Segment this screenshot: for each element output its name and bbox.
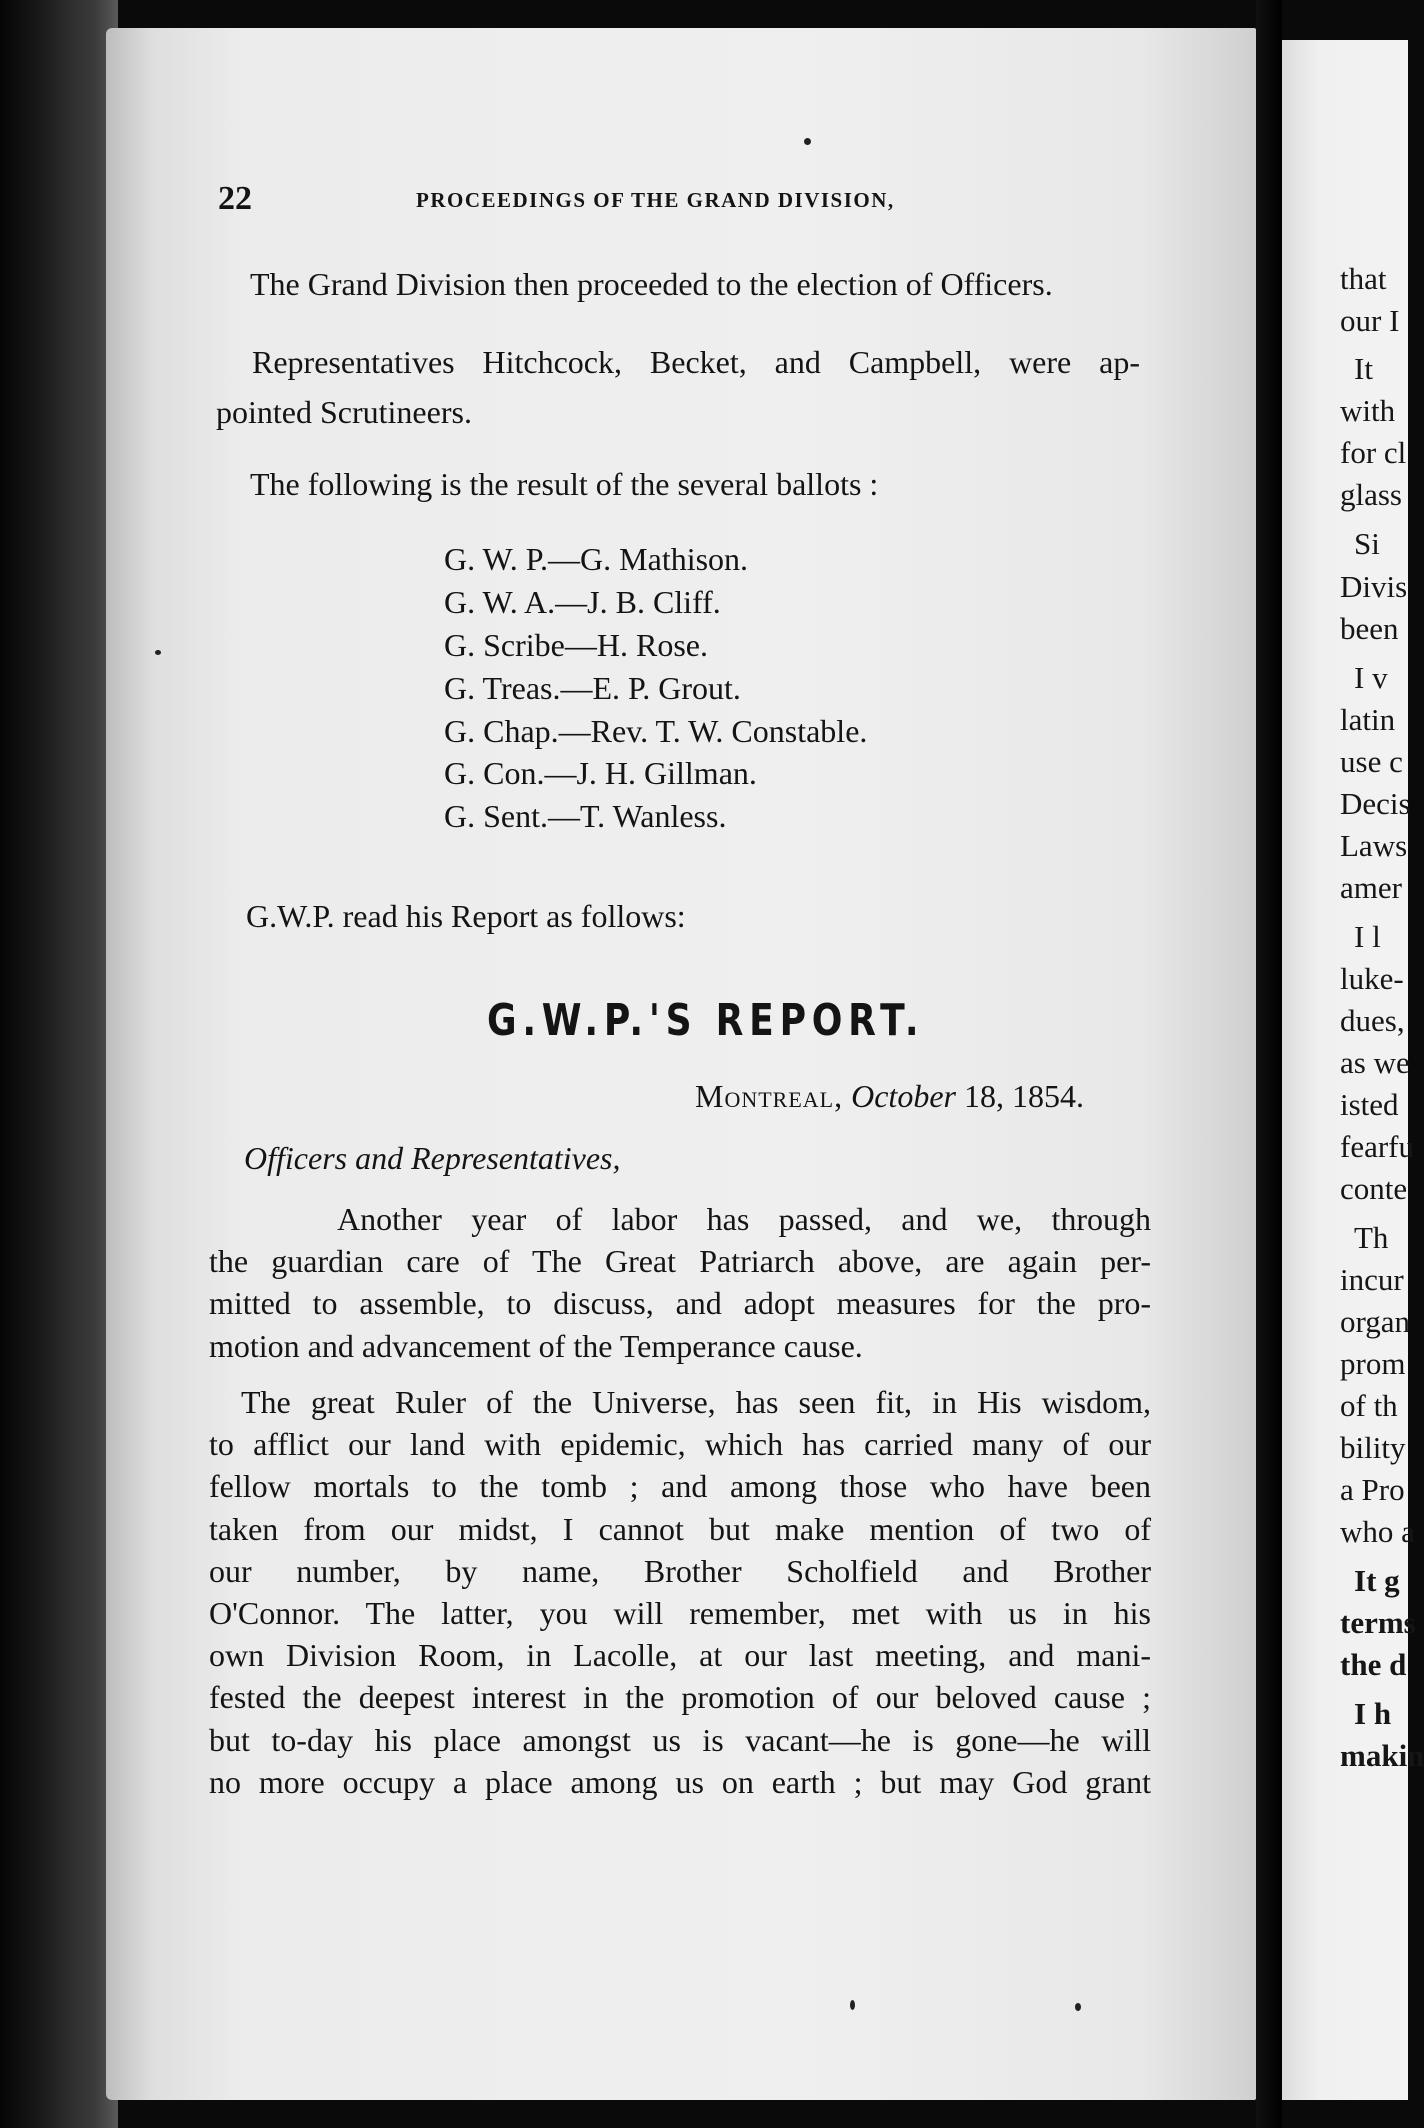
facing-fragment: that (1340, 261, 1387, 296)
dateline-place: Montreal, (695, 1078, 844, 1114)
officer-entry: G. Scribe—H. Rose. (444, 627, 708, 663)
ballot-intro: The following is the result of the several ballots : (250, 466, 879, 502)
scrutineers-sentence: Representatives Hitchcock, Becket, and Campbell, were ap- (252, 344, 1140, 380)
facing-fragment: fearfu (1340, 1129, 1414, 1164)
facing-fragment: dues, (1340, 1003, 1405, 1038)
facing-fragment: for cl (1340, 435, 1407, 470)
report-paragraph-2 (209, 1381, 1151, 1803)
facing-fragment: Th (1354, 1220, 1389, 1255)
facing-fragment: conte (1340, 1171, 1408, 1206)
report-paragraph-1 (209, 1198, 1151, 1367)
running-title: PROCEEDINGS OF THE GRAND DIVISION, (416, 188, 895, 212)
dateline-month: October (851, 1078, 956, 1114)
page-number: 22 (218, 180, 252, 217)
officer-entry: G. Sent.—T. Wanless. (444, 798, 727, 834)
facing-fragment: amer (1340, 870, 1402, 905)
paragraph-line: motion and advancement of the Temperance cause. (209, 1327, 863, 1364)
paragraph-line: to afflict our land with epidemic, which has carried many of our (209, 1426, 1151, 1463)
paragraph-line: the guardian care of The Great Patriarch above, are again per- (209, 1243, 1151, 1280)
ink-speck (1075, 2003, 1081, 2011)
facing-page (1282, 40, 1424, 2100)
paragraph-line: own Division Room, in Lacolle, at our last meeting, and mani- (209, 1637, 1151, 1674)
dateline (695, 1078, 1084, 1115)
paragraph-line: fellow mortals to the tomb ; and among those who have been (209, 1468, 1151, 1505)
facing-fragment: I v (1354, 660, 1388, 695)
book-gutter (0, 0, 118, 2128)
facing-fragment: Si (1354, 526, 1380, 561)
facing-fragment: I h (1354, 1696, 1392, 1731)
dateline-day-year: 18, 1854. (955, 1078, 1084, 1114)
paragraph-line: fested the deepest interest in the promotion of our beloved cause ; (209, 1679, 1151, 1716)
paragraph-line: but to-day his place amongst us is vacant—he is gone—he will (209, 1721, 1151, 1758)
facing-fragment: luke- (1340, 961, 1404, 996)
facing-fragment: been (1340, 611, 1399, 646)
facing-fragment: use c (1340, 744, 1403, 779)
facing-fragment: It (1354, 351, 1373, 386)
facing-fragment: bility (1340, 1430, 1406, 1465)
facing-fragment: incur (1340, 1262, 1404, 1297)
facing-fragment: isted (1340, 1087, 1399, 1122)
facing-fragment: glass (1340, 477, 1402, 512)
facing-fragment: organ (1340, 1304, 1411, 1339)
officer-entry: G. W. A.—J. B. Cliff. (444, 584, 721, 620)
officer-entry: G. W. P.—G. Mathison. (444, 541, 749, 577)
facing-fragment: of th (1340, 1388, 1398, 1423)
facing-fragment: terms (1340, 1605, 1416, 1640)
facing-fragment: It g (1354, 1563, 1400, 1598)
facing-fragment: as we (1340, 1045, 1410, 1080)
paragraph-line: mitted to assemble, to discuss, and adopt measures for the pro- (209, 1285, 1151, 1322)
page-header (218, 180, 1118, 220)
facing-fragment: Divis (1340, 569, 1408, 604)
facing-fragment: prom (1340, 1346, 1406, 1381)
paragraph-line: O'Connor. The latter, you will remember, met with us in his (209, 1595, 1151, 1632)
paragraph-line: our number, by name, Brother Scholfield and Brother (209, 1552, 1151, 1589)
ink-speck (804, 138, 811, 145)
facing-fragment: Laws (1340, 828, 1408, 863)
paragraph-line: no more occupy a place among us on earth ; but may God grant (209, 1763, 1151, 1800)
officer-entry: G. Con.—J. H. Gillman. (444, 755, 757, 791)
paragraph-line: taken from our midst, I cannot but make mention of two of (209, 1510, 1151, 1547)
report-heading: G.W.P.'S REPORT. (487, 995, 925, 1046)
facing-fragment: I l (1354, 919, 1381, 954)
paragraph-line: Another year of labor has passed, and we, through (337, 1201, 1151, 1237)
ink-speck (155, 650, 161, 655)
facing-fragment: latin (1340, 702, 1396, 737)
paragraph-line: The great Ruler of the Universe, has seen fit, in His wisdom, (241, 1384, 1151, 1420)
report-intro: G.W.P. read his Report as follows: (246, 898, 686, 934)
election-sentence: The Grand Division then proceeded to the election of Officers. (250, 266, 1053, 302)
facing-fragment: a Pro (1340, 1472, 1405, 1507)
officer-entry: G. Treas.—E. P. Grout. (444, 670, 741, 706)
officer-entry: G. Chap.—Rev. T. W. Constable. (444, 713, 868, 749)
salutation: Officers and Representatives, (244, 1140, 621, 1176)
facing-fragment: makin (1340, 1738, 1424, 1773)
scrutineers-sentence-end: pointed Scrutineers. (216, 394, 472, 430)
facing-fragment: with (1340, 393, 1396, 428)
facing-fragment: who a (1340, 1514, 1415, 1549)
facing-fragment: our I (1340, 303, 1400, 338)
facing-fragment: Decis (1340, 786, 1411, 821)
book-spine (1256, 0, 1282, 2128)
ink-speck (850, 2000, 855, 2010)
facing-fragment: the d (1340, 1647, 1407, 1682)
